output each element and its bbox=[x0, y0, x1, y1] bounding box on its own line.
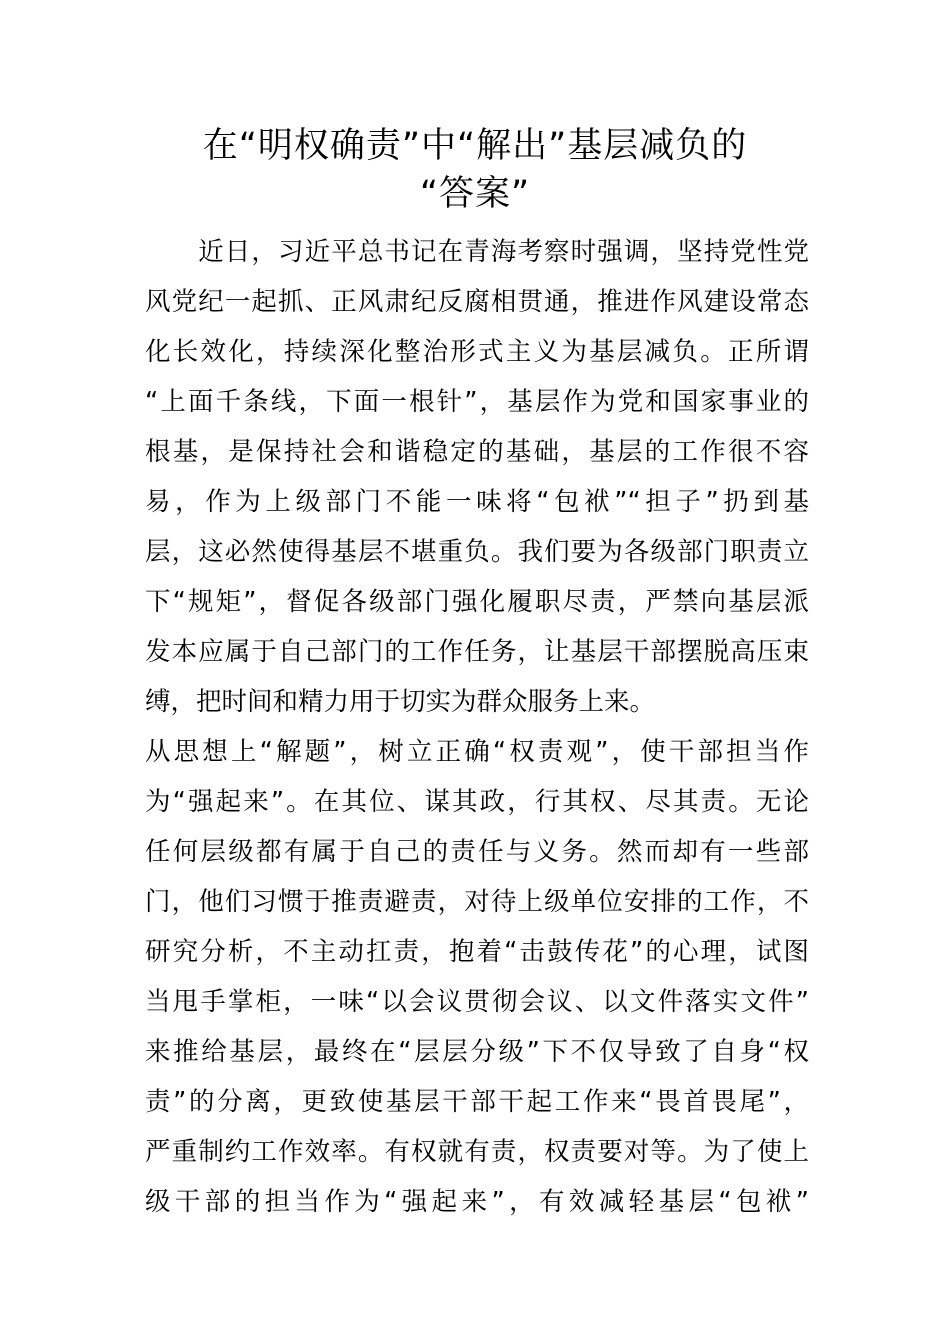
body-line: 门，他们习惯于推责避责，对待上级单位安排的工作，不 bbox=[145, 887, 809, 917]
body-line: 层，这必然使得基层不堪重负。我们要为各级部门职责立 bbox=[145, 537, 809, 567]
document-body bbox=[145, 227, 809, 1227]
title-line-1: 在“明权确责”中“解出”基层减负的 bbox=[202, 126, 748, 166]
title-line-2: “答案” bbox=[419, 174, 531, 214]
body-line: 级干部的担当作为“强起来”，有效减轻基层“包袱” bbox=[145, 1187, 809, 1217]
body-line: 为“强起来”。在其位、谋其政，行其权、尽其责。无论 bbox=[145, 787, 809, 817]
body-line: 来推给基层，最终在“层层分级”下不仅导致了自身“权 bbox=[145, 1037, 809, 1067]
body-line: 责”的分离，更致使基层干部干起工作来“畏首畏尾”， bbox=[145, 1087, 809, 1117]
body-line: 近日，习近平总书记在青海考察时强调，坚持党性党 bbox=[145, 237, 809, 267]
body-line: 缚，把时间和精力用于切实为群众服务上来。 bbox=[145, 687, 656, 717]
body-line: 从思想上“解题”，树立正确“权责观”，使干部担当作 bbox=[145, 737, 809, 767]
body-line: 根基，是保持社会和谐稳定的基础，基层的工作很不容 bbox=[145, 437, 809, 467]
body-line: 研究分析，不主动扛责，抱着“击鼓传花”的心理，试图 bbox=[145, 937, 809, 967]
body-line: “上面千条线，下面一根针”，基层作为党和国家事业的 bbox=[145, 387, 809, 417]
body-line: 发本应属于自己部门的工作任务，让基层干部摆脱高压束 bbox=[145, 637, 809, 667]
document-title bbox=[120, 122, 830, 218]
body-line: 严重制约工作效率。有权就有责，权责要对等。为了使上 bbox=[145, 1137, 809, 1167]
body-line: 当甩手掌柜，一味“以会议贯彻会议、以文件落实文件” bbox=[145, 987, 809, 1017]
body-line: 风党纪一起抓、正风肃纪反腐相贯通，推进作风建设常态 bbox=[145, 287, 809, 317]
body-line: 化长效化，持续深化整治形式主义为基层减负。正所谓 bbox=[145, 337, 809, 367]
body-line: 任何层级都有属于自己的责任与义务。然而却有一些部 bbox=[145, 837, 809, 867]
body-line: 下“规矩”，督促各级部门强化履职尽责，严禁向基层派 bbox=[145, 587, 809, 617]
body-line: 易，作为上级部门不能一味将“包袱”“担子”扔到基 bbox=[145, 487, 809, 517]
